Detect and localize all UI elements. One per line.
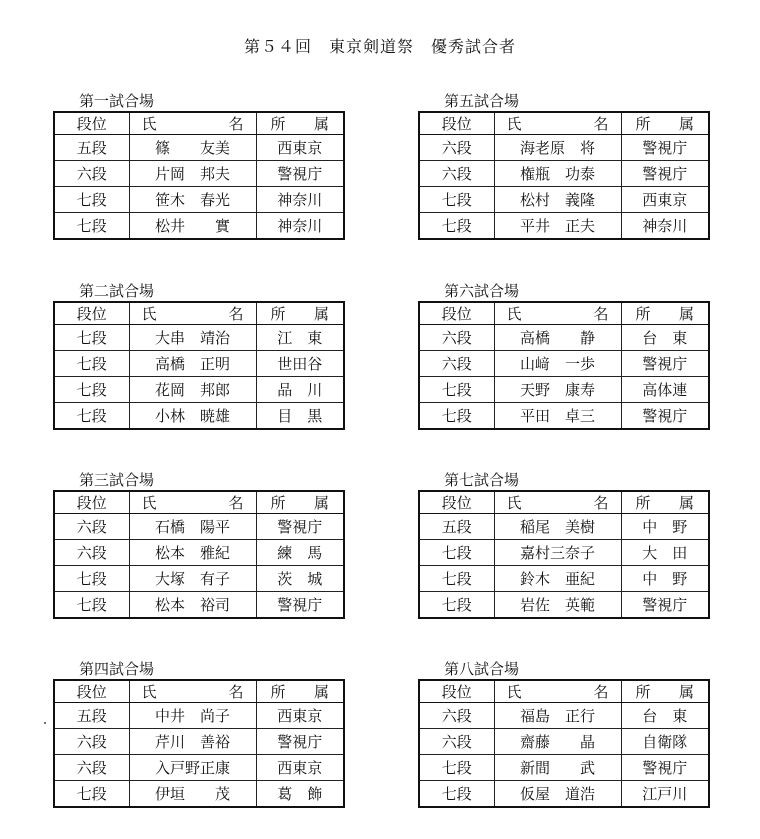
- header-affiliation: 所 属: [256, 112, 344, 135]
- rank-cell: 七段: [419, 755, 494, 781]
- name-cell: 天野 康寿: [494, 377, 621, 403]
- venue-title: 第六試合場: [444, 282, 520, 300]
- table-row: [419, 403, 709, 430]
- rank-cell: 七段: [54, 566, 129, 592]
- table-row: [54, 781, 344, 808]
- rank-cell: 六段: [54, 540, 129, 566]
- name-cell: 山﨑 一歩: [494, 351, 621, 377]
- affiliation-cell: 練 馬: [256, 540, 344, 566]
- header-affiliation: 所 属: [256, 302, 344, 325]
- name-cell: 高橋 静: [494, 325, 621, 351]
- rank-cell: 七段: [419, 781, 494, 808]
- affiliation-cell: 警視庁: [621, 351, 709, 377]
- table-row: [54, 540, 344, 566]
- table-row: [54, 403, 344, 430]
- name-cell: 齋藤 晶: [494, 729, 621, 755]
- rank-cell: 七段: [419, 566, 494, 592]
- name-cell: 岩佐 英範: [494, 592, 621, 619]
- rank-cell: 五段: [419, 514, 494, 540]
- affiliation-cell: 大 田: [621, 540, 709, 566]
- roster-table: [53, 490, 345, 619]
- name-cell: 松井 實: [129, 213, 256, 240]
- roster-table: [418, 679, 710, 808]
- affiliation-cell: 西東京: [621, 187, 709, 213]
- page-title: 第５４回 東京剣道祭 優秀試合者: [243, 37, 516, 56]
- name-cell: 片岡 邦夫: [129, 161, 256, 187]
- rank-cell: 七段: [54, 187, 129, 213]
- header-affiliation: 所 属: [621, 680, 709, 703]
- table-row: [54, 592, 344, 619]
- affiliation-cell: 神奈川: [621, 213, 709, 240]
- header-name: 氏 名: [129, 302, 256, 325]
- name-cell: 大塚 有子: [129, 566, 256, 592]
- name-cell: 花岡 邦郎: [129, 377, 256, 403]
- affiliation-cell: 江 東: [256, 325, 344, 351]
- rank-cell: 五段: [54, 135, 129, 161]
- table-row: [419, 540, 709, 566]
- header-affiliation: 所 属: [621, 302, 709, 325]
- affiliation-cell: 警視庁: [256, 514, 344, 540]
- name-cell: 松本 雅紀: [129, 540, 256, 566]
- header-rank: 段位: [419, 302, 494, 325]
- affiliation-cell: 中 野: [621, 566, 709, 592]
- affiliation-cell: 警視庁: [256, 729, 344, 755]
- roster-table: [53, 679, 345, 808]
- name-cell: 仮屋 道浩: [494, 781, 621, 808]
- name-cell: 入戸野正康: [129, 755, 256, 781]
- affiliation-cell: 警視庁: [621, 403, 709, 430]
- name-cell: 松本 裕司: [129, 592, 256, 619]
- header-row: [54, 302, 344, 325]
- venue-title: 第三試合場: [79, 471, 155, 489]
- header-row: [419, 491, 709, 514]
- header-name: 氏 名: [129, 680, 256, 703]
- name-cell: 高橋 正明: [129, 351, 256, 377]
- header-affiliation: 所 属: [621, 112, 709, 135]
- table-row: [419, 135, 709, 161]
- table-row: [419, 729, 709, 755]
- rank-cell: 六段: [54, 729, 129, 755]
- table-row: [54, 514, 344, 540]
- name-cell: 篠 友美: [129, 135, 256, 161]
- affiliation-cell: 警視庁: [621, 755, 709, 781]
- rank-cell: 七段: [54, 403, 129, 430]
- affiliation-cell: 目 黒: [256, 403, 344, 430]
- header-row: [419, 112, 709, 135]
- header-affiliation: 所 属: [256, 680, 344, 703]
- rank-cell: 六段: [419, 351, 494, 377]
- table-row: [54, 377, 344, 403]
- rank-cell: 七段: [419, 592, 494, 619]
- rank-cell: 六段: [54, 161, 129, 187]
- roster-table: [53, 111, 345, 240]
- header-rank: 段位: [54, 112, 129, 135]
- venue-6: [418, 282, 708, 430]
- affiliation-cell: 世田谷: [256, 351, 344, 377]
- rank-cell: 六段: [54, 514, 129, 540]
- header-name: 氏 名: [494, 112, 621, 135]
- affiliation-cell: 神奈川: [256, 213, 344, 240]
- name-cell: 中井 尚子: [129, 703, 256, 729]
- rank-cell: 六段: [419, 703, 494, 729]
- name-cell: 平田 卓三: [494, 403, 621, 430]
- venue-7: [418, 471, 708, 619]
- table-row: [419, 781, 709, 808]
- roster-table: [418, 111, 710, 240]
- affiliation-cell: 西東京: [256, 703, 344, 729]
- table-row: [54, 135, 344, 161]
- affiliation-cell: 警視庁: [621, 592, 709, 619]
- table-row: [419, 592, 709, 619]
- affiliation-cell: 神奈川: [256, 187, 344, 213]
- table-row: [54, 187, 344, 213]
- rank-cell: 七段: [54, 351, 129, 377]
- affiliation-cell: 高体連: [621, 377, 709, 403]
- name-cell: 新間 武: [494, 755, 621, 781]
- table-row: [419, 703, 709, 729]
- header-rank: 段位: [419, 680, 494, 703]
- header-name: 氏 名: [494, 491, 621, 514]
- venue-4: [53, 660, 343, 808]
- table-row: [419, 187, 709, 213]
- table-row: [419, 566, 709, 592]
- affiliation-cell: 西東京: [256, 755, 344, 781]
- table-row: [54, 161, 344, 187]
- affiliation-cell: 自衛隊: [621, 729, 709, 755]
- name-cell: 笹木 春光: [129, 187, 256, 213]
- venue-title: 第七試合場: [444, 471, 520, 489]
- affiliation-cell: 品 川: [256, 377, 344, 403]
- name-cell: 伊垣 茂: [129, 781, 256, 808]
- header-affiliation: 所 属: [256, 491, 344, 514]
- name-cell: 大串 靖治: [129, 325, 256, 351]
- table-row: [419, 755, 709, 781]
- header-rank: 段位: [419, 112, 494, 135]
- name-cell: 稲尾 美樹: [494, 514, 621, 540]
- rank-cell: 七段: [54, 213, 129, 240]
- table-row: [54, 566, 344, 592]
- table-row: [54, 703, 344, 729]
- header-name: 氏 名: [494, 302, 621, 325]
- header-affiliation: 所 属: [621, 491, 709, 514]
- table-row: [54, 755, 344, 781]
- table-row: [419, 351, 709, 377]
- header-row: [54, 680, 344, 703]
- table-row: [54, 351, 344, 377]
- name-cell: 嘉村三奈子: [494, 540, 621, 566]
- rank-cell: 五段: [54, 703, 129, 729]
- affiliation-cell: 警視庁: [256, 592, 344, 619]
- rank-cell: 七段: [54, 377, 129, 403]
- venue-title: 第一試合場: [79, 92, 155, 110]
- affiliation-cell: 警視庁: [621, 161, 709, 187]
- table-row: [419, 325, 709, 351]
- name-cell: 小林 暁雄: [129, 403, 256, 430]
- venue-5: [418, 92, 708, 240]
- affiliation-cell: 江戸川: [621, 781, 709, 808]
- affiliation-cell: 台 東: [621, 703, 709, 729]
- header-rank: 段位: [54, 302, 129, 325]
- header-row: [419, 302, 709, 325]
- rank-cell: 六段: [419, 135, 494, 161]
- venue-2: [53, 282, 343, 430]
- header-rank: 段位: [419, 491, 494, 514]
- rank-cell: 七段: [54, 781, 129, 808]
- affiliation-cell: 西東京: [256, 135, 344, 161]
- scan-speck: [44, 722, 46, 724]
- rank-cell: 七段: [419, 377, 494, 403]
- affiliation-cell: 中 野: [621, 514, 709, 540]
- name-cell: 権瓶 功泰: [494, 161, 621, 187]
- header-row: [54, 112, 344, 135]
- roster-table: [53, 301, 345, 430]
- table-row: [54, 729, 344, 755]
- name-cell: 芹川 善裕: [129, 729, 256, 755]
- name-cell: 石橋 陽平: [129, 514, 256, 540]
- header-row: [419, 680, 709, 703]
- affiliation-cell: 警視庁: [256, 161, 344, 187]
- rank-cell: 六段: [419, 729, 494, 755]
- table-row: [419, 514, 709, 540]
- rank-cell: 七段: [419, 540, 494, 566]
- name-cell: 福島 正行: [494, 703, 621, 729]
- header-name: 氏 名: [494, 680, 621, 703]
- rank-cell: 六段: [419, 161, 494, 187]
- rank-cell: 七段: [54, 325, 129, 351]
- affiliation-cell: 茨 城: [256, 566, 344, 592]
- roster-table: [418, 301, 710, 430]
- venue-1: [53, 92, 343, 240]
- table-row: [419, 213, 709, 240]
- name-cell: 鈴木 亜紀: [494, 566, 621, 592]
- table-row: [54, 325, 344, 351]
- header-name: 氏 名: [129, 491, 256, 514]
- table-row: [419, 161, 709, 187]
- header-name: 氏 名: [129, 112, 256, 135]
- name-cell: 松村 義隆: [494, 187, 621, 213]
- rank-cell: 七段: [54, 592, 129, 619]
- rank-cell: 六段: [54, 755, 129, 781]
- rank-cell: 七段: [419, 187, 494, 213]
- header-row: [54, 491, 344, 514]
- venue-title: 第五試合場: [444, 92, 520, 110]
- affiliation-cell: 警視庁: [621, 135, 709, 161]
- venue-title: 第四試合場: [79, 660, 155, 678]
- venue-title: 第二試合場: [79, 282, 155, 300]
- table-row: [54, 213, 344, 240]
- venue-8: [418, 660, 708, 808]
- header-rank: 段位: [54, 680, 129, 703]
- affiliation-cell: 葛 飾: [256, 781, 344, 808]
- rank-cell: 七段: [419, 213, 494, 240]
- venue-title: 第八試合場: [444, 660, 520, 678]
- rank-cell: 六段: [419, 325, 494, 351]
- venue-3: [53, 471, 343, 619]
- affiliation-cell: 台 東: [621, 325, 709, 351]
- roster-table: [418, 490, 710, 619]
- name-cell: 平井 正夫: [494, 213, 621, 240]
- rank-cell: 七段: [419, 403, 494, 430]
- name-cell: 海老原 将: [494, 135, 621, 161]
- table-row: [419, 377, 709, 403]
- header-rank: 段位: [54, 491, 129, 514]
